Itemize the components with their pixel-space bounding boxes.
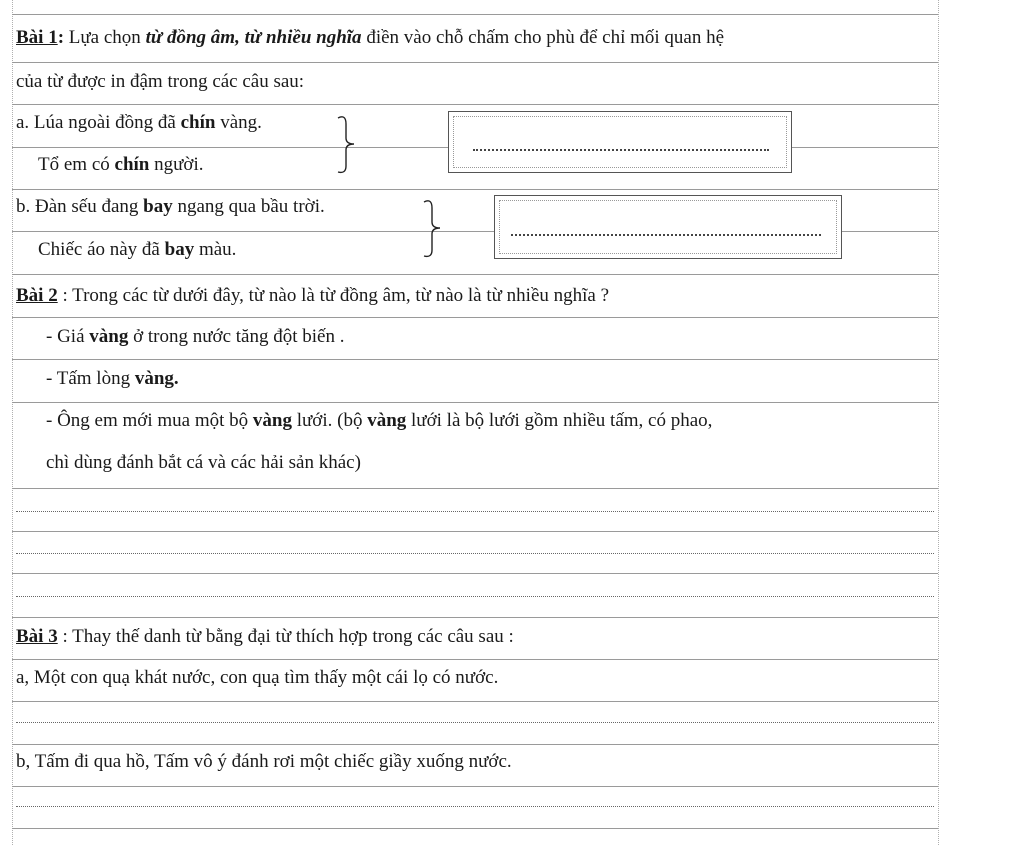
item-text: - Tấm lòng	[46, 368, 135, 389]
sentence-text: a. Lúa ngoài đồng đã	[16, 112, 181, 133]
answer-dotted-line[interactable]	[16, 511, 934, 512]
bai3-sentence-a: a, Một con quạ khát nước, con quạ tìm thấy một cái lọ có nước.	[16, 667, 499, 688]
ruled-line	[12, 488, 938, 489]
bold-word: chín	[114, 154, 150, 175]
bai2-item-2	[46, 367, 179, 391]
sentence-text: ngang qua bầu trời.	[172, 196, 325, 217]
ruled-line	[12, 531, 938, 532]
ruled-line	[12, 744, 938, 745]
ruled-line	[12, 786, 938, 787]
left-margin-line	[12, 0, 13, 845]
item-text: - Ông em mới mua một bộ	[46, 410, 253, 431]
ruled-line	[12, 62, 938, 63]
item-text: - Giá	[46, 326, 90, 347]
ruled-line	[12, 701, 938, 702]
answer-dotted-line[interactable]	[16, 596, 934, 597]
ruled-line	[12, 274, 938, 275]
item-text: lưới là bộ lưới gồm nhiều tấm, có phao,	[406, 410, 713, 431]
right-margin-line	[938, 0, 939, 845]
answer-dotted-line[interactable]	[16, 806, 934, 807]
ruled-line	[12, 402, 938, 403]
bai1-intro-a: Lựa chọn	[64, 27, 146, 48]
sentence-text: người.	[149, 154, 204, 175]
bold-word: vàng	[252, 410, 292, 431]
bold-word: vàng	[367, 410, 407, 431]
sentence-text: Tổ em có	[38, 154, 115, 175]
sentence-text: vàng.	[215, 112, 262, 133]
bai1-intro-line2: của từ được in đậm trong các câu sau:	[16, 71, 305, 92]
bai1-sentence-b1	[16, 195, 325, 219]
bai1-intro-line1	[16, 26, 724, 50]
answer-box-inner	[453, 116, 787, 168]
bai3-label: Bài 3	[16, 626, 58, 647]
bold-word: bay	[143, 196, 173, 217]
answer-dotted-line[interactable]	[16, 553, 934, 554]
ruled-line	[12, 617, 938, 618]
bai1-sentence-a2	[38, 153, 204, 177]
bai2-title	[16, 284, 609, 308]
bold-word: vàng	[89, 326, 129, 347]
answer-box-a[interactable]	[448, 111, 792, 173]
answer-dots-b	[511, 234, 821, 236]
bai3-sentence-b: b, Tấm đi qua hồ, Tấm vô ý đánh rơi một chiếc giầy xuống nước.	[16, 751, 512, 772]
bai1-sentence-b2	[38, 238, 236, 262]
brace-a-icon	[334, 112, 360, 176]
brace-b-icon	[420, 196, 446, 260]
bold-word: vàng.	[134, 368, 179, 389]
top-rule	[12, 14, 938, 15]
ruled-line	[12, 359, 938, 360]
bold-word: chín	[180, 112, 216, 133]
bai1-sentence-a1	[16, 111, 262, 135]
answer-box-b[interactable]	[494, 195, 842, 259]
sentence-text: b. Đàn sếu đang	[16, 196, 144, 217]
bai3-title	[16, 625, 514, 649]
bai2-label: Bài 2	[16, 285, 58, 306]
sentence-text: màu.	[194, 239, 237, 260]
item-text: lưới. (bộ	[291, 410, 368, 431]
ruled-line	[12, 104, 938, 105]
bai1-colon: :	[57, 27, 65, 48]
ruled-line	[12, 659, 938, 660]
bai2-item-1	[46, 325, 344, 349]
bai1-label: Bài 1	[16, 27, 58, 48]
bai3-title-text: : Thay thế danh từ bằng đại từ thích hợp trong các câu sau :	[57, 626, 514, 647]
ruled-line	[12, 573, 938, 574]
sentence-text: Chiếc áo này đã	[38, 239, 165, 260]
bai2-item-3	[46, 409, 712, 433]
bai2-title-text: : Trong các từ dưới đây, từ nào là từ đồng âm, từ nào là từ nhiều nghĩa ?	[57, 285, 610, 306]
ruled-line	[12, 317, 938, 318]
bai2-item-3-line2: chì dùng đánh bắt cá và các hải sản khác)	[46, 452, 361, 473]
bai1-intro-emphasis: từ đồng âm, từ nhiều nghĩa	[145, 27, 362, 48]
item-text: ở trong nước tăng đột biến .	[128, 326, 345, 347]
ruled-line	[12, 189, 938, 190]
bai1-intro-b: điền vào chỗ chấm cho phù để chỉ mối quan hệ	[361, 27, 725, 48]
bold-word: bay	[164, 239, 195, 260]
answer-dots-a	[473, 149, 769, 151]
ruled-line	[12, 828, 938, 829]
answer-dotted-line[interactable]	[16, 722, 934, 723]
answer-box-inner	[499, 200, 837, 254]
